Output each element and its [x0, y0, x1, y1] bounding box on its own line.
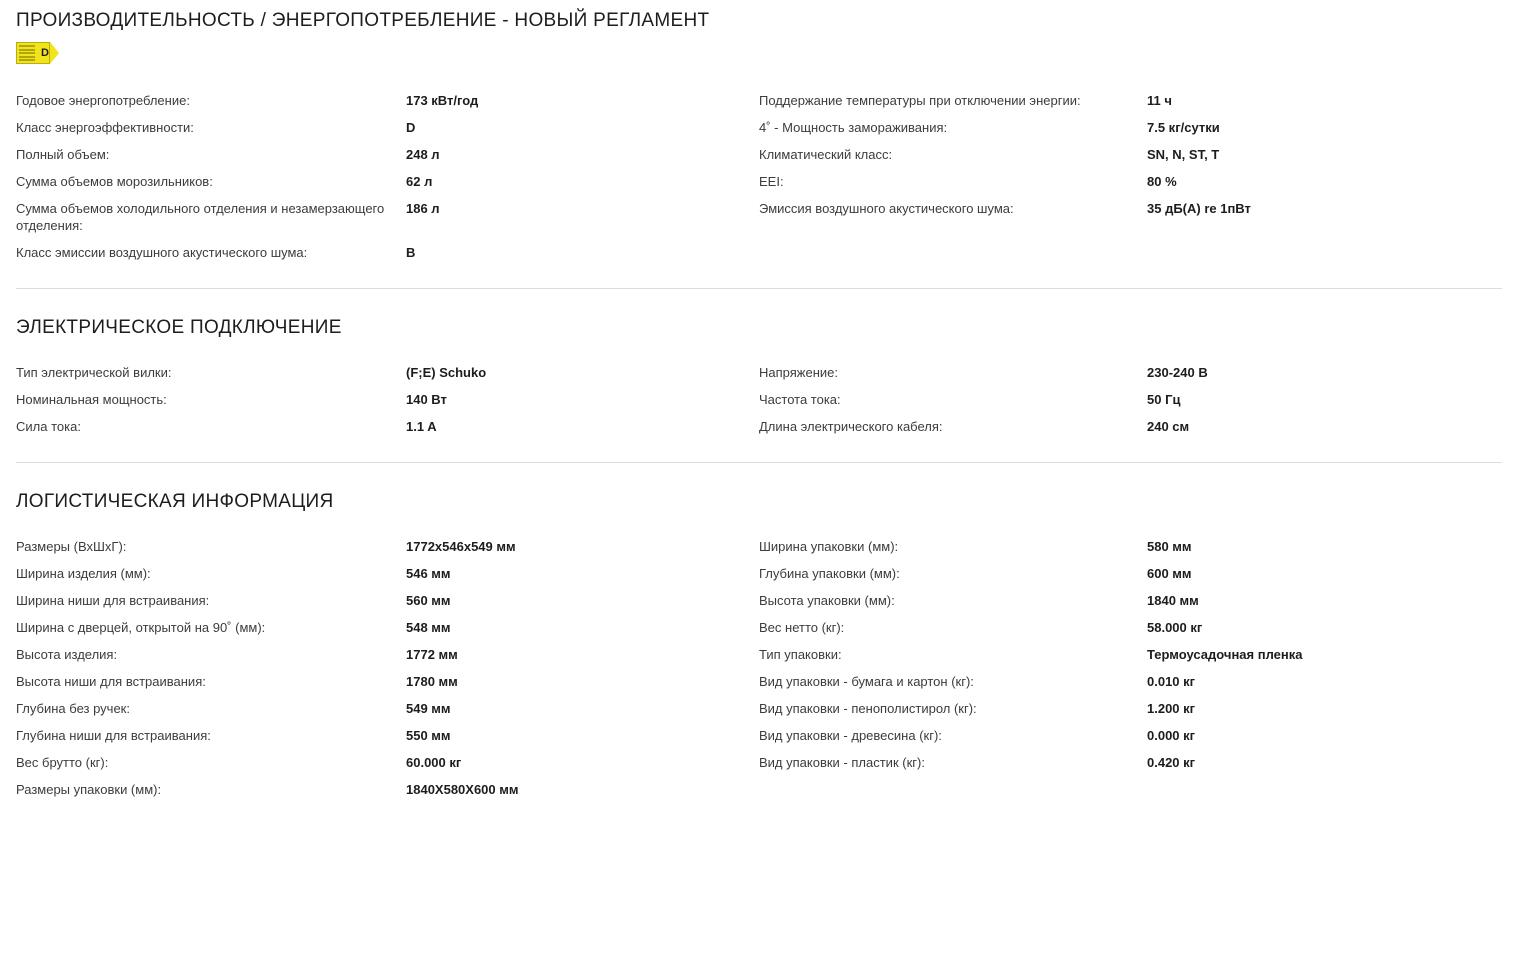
- spec-row: [759, 560, 1502, 587]
- spec-value: 560 мм: [406, 593, 451, 608]
- spec-label: Сила тока:: [16, 419, 81, 434]
- spec-label: Эмиссия воздушного акустического шума:: [759, 201, 1014, 216]
- spec-label: Ширина упаковки (мм):: [759, 539, 899, 554]
- energy-label-bars: [19, 45, 35, 63]
- spec-row: [759, 359, 1502, 386]
- spec-row: [16, 614, 739, 641]
- page-title: ПРОИЗВОДИТЕЛЬНОСТЬ / ЭНЕРГОПОТРЕБЛЕНИЕ - НОВЫЙ РЕГЛАМЕНТ: [16, 10, 710, 31]
- section-logistics-title: ЛОГИСТИЧЕСКАЯ ИНФОРМАЦИЯ: [16, 491, 334, 512]
- spec-row: [759, 141, 1502, 168]
- spec-label: Глубина без ручек:: [16, 701, 130, 716]
- performance-specs: [16, 87, 1502, 266]
- electrical-specs: [16, 359, 1502, 440]
- energy-label-grade: D: [41, 47, 49, 59]
- spec-label: Климатический класс:: [759, 147, 893, 162]
- spec-row: [759, 614, 1502, 641]
- spec-label: Номинальная мощность:: [16, 392, 167, 407]
- spec-value: 248 л: [406, 147, 440, 162]
- spec-row: [16, 695, 739, 722]
- spec-row: [759, 87, 1502, 114]
- spec-label: Длина электрического кабеля:: [759, 419, 943, 434]
- spec-value: 1772 мм: [406, 647, 458, 662]
- section-logistics: [16, 463, 1502, 803]
- electrical-specs-left: [16, 359, 759, 440]
- spec-value: 11 ч: [1147, 93, 1172, 108]
- logistics-specs-left: [16, 533, 759, 803]
- spec-label: Вид упаковки - древесина (кг):: [759, 728, 942, 743]
- spec-row: [16, 560, 739, 587]
- spec-row: [16, 749, 739, 776]
- spec-value: 60.000 кг: [406, 755, 462, 770]
- spec-row: [16, 168, 739, 195]
- logistics-specs-right: [759, 533, 1502, 803]
- spec-label: Высота ниши для встраивания:: [16, 674, 206, 689]
- spec-value: Термоусадочная пленка: [1147, 647, 1303, 662]
- spec-row: [16, 587, 739, 614]
- spec-row: [759, 195, 1502, 222]
- spec-value: 186 л: [406, 201, 440, 216]
- spec-value: 50 Гц: [1147, 392, 1181, 407]
- spec-row: [16, 195, 739, 239]
- spec-value: 7.5 кг/сутки: [1147, 120, 1220, 135]
- spec-row: [16, 141, 739, 168]
- spec-value: 546 мм: [406, 566, 451, 581]
- spec-label: Глубина ниши для встраивания:: [16, 728, 211, 743]
- spec-label: Класс энергоэффективности:: [16, 120, 194, 135]
- spec-value: 600 мм: [1147, 566, 1192, 581]
- spec-row: [759, 533, 1502, 560]
- spec-label: Тип электрической вилки:: [16, 365, 172, 380]
- section-electrical: [16, 289, 1502, 440]
- spec-value: 580 мм: [1147, 539, 1192, 554]
- spec-row: [16, 413, 739, 440]
- spec-row: [759, 168, 1502, 195]
- spec-label: Размеры (ВхШхГ):: [16, 539, 127, 554]
- spec-label: Глубина упаковки (мм):: [759, 566, 900, 581]
- spec-label: Частота тока:: [759, 392, 841, 407]
- spec-value: 240 см: [1147, 419, 1190, 434]
- spec-label: Вид упаковки - пенополистирол (кг):: [759, 701, 977, 716]
- spec-value: 549 мм: [406, 701, 451, 716]
- spec-value: 1.200 кг: [1147, 701, 1196, 716]
- performance-specs-right: [759, 87, 1502, 266]
- spec-value: 58.000 кг: [1147, 620, 1203, 635]
- spec-label: Ширина с дверцей, открытой на 90˚ (мм):: [16, 620, 266, 635]
- spec-row: [759, 695, 1502, 722]
- spec-row: [759, 641, 1502, 668]
- spec-value: 1840X580X600 мм: [406, 782, 519, 797]
- spec-label: Сумма объемов холодильного отделения и незамерзающего отделения:: [16, 201, 385, 233]
- spec-label: Годовое энергопотребление:: [16, 93, 190, 108]
- spec-row: [16, 668, 739, 695]
- spec-value: 0.010 кг: [1147, 674, 1196, 689]
- spec-label: Высота изделия:: [16, 647, 118, 662]
- spec-row: [759, 722, 1502, 749]
- spec-row: [759, 668, 1502, 695]
- spec-value: 62 л: [406, 174, 433, 189]
- spec-label: Вес нетто (кг):: [759, 620, 845, 635]
- spec-value: 0.000 кг: [1147, 728, 1196, 743]
- spec-row: [16, 641, 739, 668]
- spec-value: D: [406, 120, 416, 135]
- logistics-specs: [16, 533, 1502, 803]
- spec-value: 230-240 В: [1147, 365, 1208, 380]
- spec-label: EEI:: [759, 174, 784, 189]
- spec-label: Вес брутто (кг):: [16, 755, 109, 770]
- spec-row: [16, 359, 739, 386]
- spec-value: (F;E) Schuko: [406, 365, 487, 380]
- spec-row: [16, 87, 739, 114]
- energy-label-row: [16, 40, 1502, 87]
- spec-value: 1780 мм: [406, 674, 458, 689]
- spec-value: SN, N, ST, T: [1147, 147, 1220, 162]
- performance-specs-left: [16, 87, 759, 266]
- spec-label: Ширина изделия (мм):: [16, 566, 151, 581]
- section-electrical-title: ЭЛЕКТРИЧЕСКОЕ ПОДКЛЮЧЕНИЕ: [16, 317, 342, 338]
- spec-value: 550 мм: [406, 728, 451, 743]
- spec-value: 1.1 A: [406, 419, 437, 434]
- electrical-specs-right: [759, 359, 1502, 440]
- spec-label: Вид упаковки - бумага и картон (кг):: [759, 674, 974, 689]
- spec-label: Сумма объемов морозильников:: [16, 174, 213, 189]
- spec-value: 548 мм: [406, 620, 451, 635]
- spec-value: 80 %: [1147, 174, 1177, 189]
- section-performance-header: [16, 0, 1502, 40]
- spec-row: [16, 239, 739, 266]
- spec-value: 0.420 кг: [1147, 755, 1196, 770]
- spec-row: [759, 413, 1502, 440]
- energy-label-icon: [16, 42, 58, 64]
- spec-row: [16, 776, 739, 803]
- spec-value: 140 Вт: [406, 392, 447, 407]
- spec-value: 1772x546x549 мм: [406, 539, 516, 554]
- energy-label-arrow: [50, 42, 59, 64]
- spec-row: [16, 114, 739, 141]
- spec-row: [16, 386, 739, 413]
- spec-row: [759, 386, 1502, 413]
- spec-label: Поддержание температуры при отключении энергии:: [759, 93, 1081, 108]
- spec-row: [759, 114, 1502, 141]
- spec-value: 35 дБ(A) re 1пВт: [1147, 201, 1251, 216]
- spec-row: [16, 722, 739, 749]
- spec-row: [759, 749, 1502, 776]
- spec-value: B: [406, 245, 416, 260]
- spec-label: Тип упаковки:: [759, 647, 842, 662]
- spec-row: [759, 587, 1502, 614]
- spec-label: Высота упаковки (мм):: [759, 593, 895, 608]
- spec-label: Класс эмиссии воздушного акустического шума:: [16, 245, 308, 260]
- spec-row: [16, 533, 739, 560]
- spec-label: Размеры упаковки (мм):: [16, 782, 162, 797]
- spec-label: 4˚ - Мощность замораживания:: [759, 120, 948, 135]
- spec-value: 173 кВт/год: [406, 93, 479, 108]
- spec-label: Вид упаковки - пластик (кг):: [759, 755, 925, 770]
- spec-label: Напряжение:: [759, 365, 838, 380]
- spec-label: Полный объем:: [16, 147, 110, 162]
- spec-value: 1840 мм: [1147, 593, 1199, 608]
- spec-label: Ширина ниши для встраивания:: [16, 593, 210, 608]
